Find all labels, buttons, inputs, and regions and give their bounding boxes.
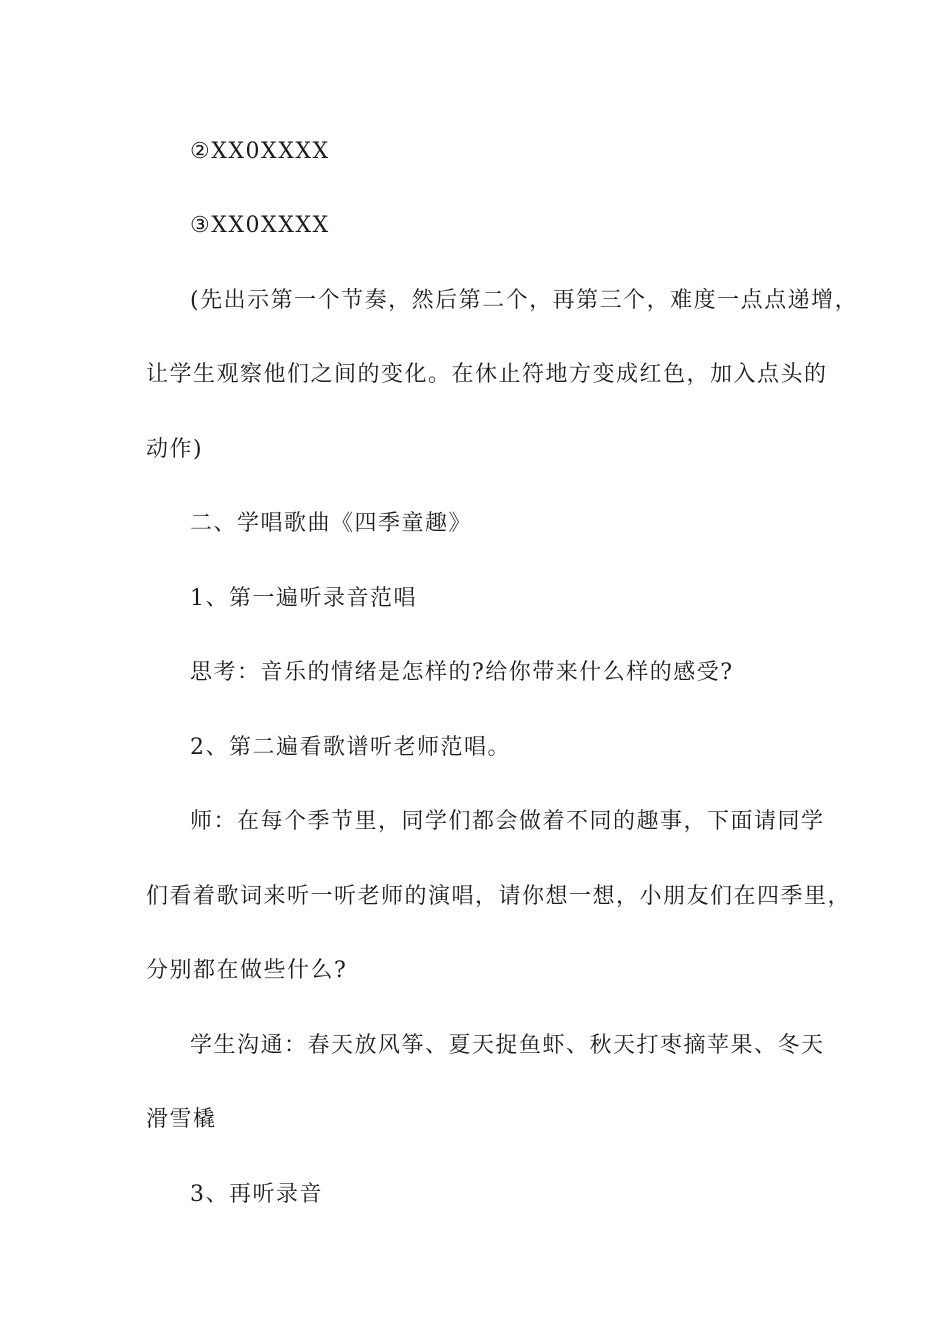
rhythm-item-3: ③XX0XXXX <box>190 213 330 238</box>
paragraph-line: 让学生观察他们之间的变化。在休止符地方变成红色，加入点头的 <box>146 362 828 387</box>
paragraph-line: 分别都在做些什么? <box>146 958 348 983</box>
paragraph-line: (先出示第一个节奏，然后第二个，再第三个，难度一点点递增， <box>190 288 859 313</box>
step-item-1: 1、第一遍听录音范唱 <box>190 586 417 611</box>
paragraph-line: 们看着歌词来听一听老师的演唱，请你想一想，小朋友们在四季里， <box>146 884 852 909</box>
section-heading: 二、学唱歌曲《四季童趣》 <box>190 511 473 536</box>
paragraph-line: 师：在每个季节里，同学们都会做着不同的趣事，下面请同学 <box>190 809 825 834</box>
step-item-3: 3、再听录音 <box>190 1182 323 1207</box>
rhythm-item-2: ②XX0XXXX <box>190 139 330 164</box>
paragraph-line: 思考：音乐的情绪是怎样的?给你带来什么样的感受? <box>190 660 734 685</box>
paragraph-line: 动作) <box>146 437 204 462</box>
step-item-2: 2、第二遍看歌谱听老师范唱。 <box>190 735 511 760</box>
paragraph-line: 学生沟通：春天放风筝、夏天捉鱼虾、秋天打枣摘苹果、冬天 <box>190 1033 825 1058</box>
paragraph-line: 滑雪橇 <box>146 1107 217 1132</box>
